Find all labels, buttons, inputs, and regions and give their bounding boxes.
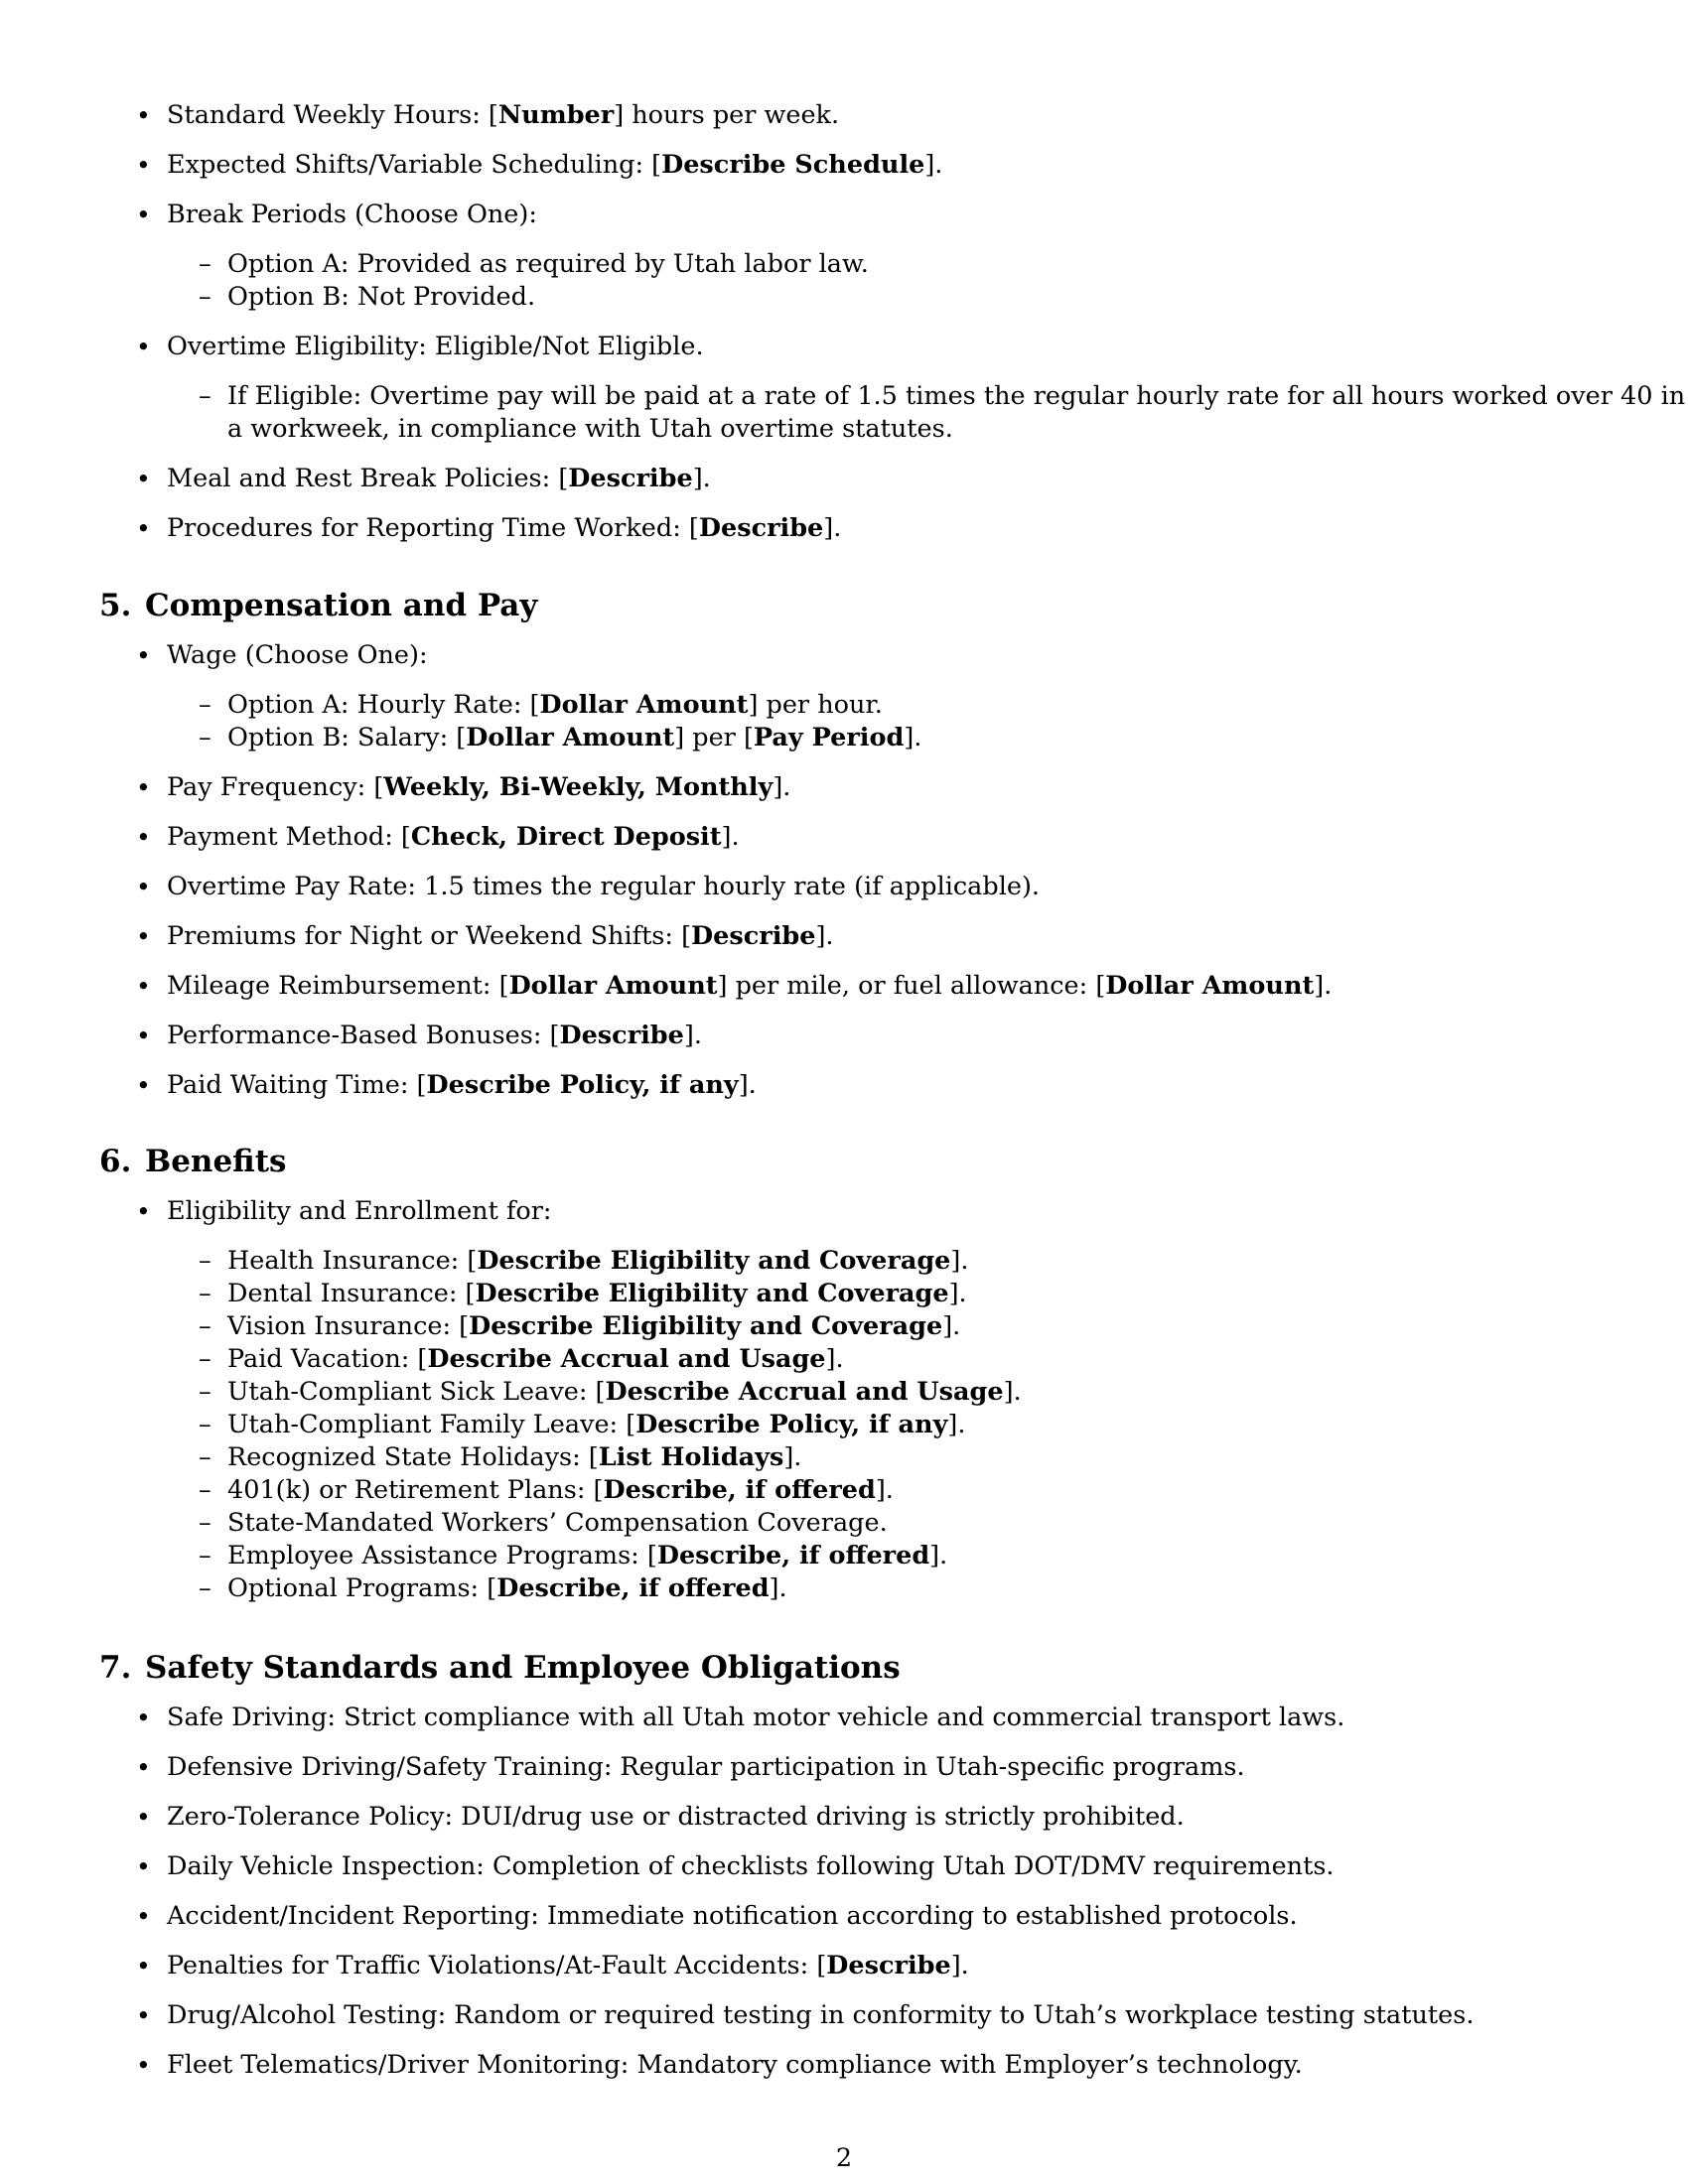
bullet: •: [136, 873, 151, 901]
list-item: Defensive Driving/Safety Training: Regular participation in Utah-specific programs.: [167, 1752, 1245, 1782]
list-item: Break Periods (Choose One):: [167, 200, 537, 229]
bullet: •: [136, 1852, 151, 1881]
list-item: Fleet Telematics/Driver Monitoring: Mandatory compliance with Employer’s technology.: [167, 2050, 1303, 2080]
bullet: •: [136, 2051, 151, 2080]
list-item: Safe Driving: Strict compliance with all Utah motor vehicle and commercial transport laws.: [167, 1703, 1345, 1732]
dash: –: [199, 1279, 211, 1308]
list-item: Performance-Based Bonuses: [Describe].: [167, 1021, 702, 1050]
list-item: Accident/Incident Reporting: Immediate notification according to established protocols.: [167, 1901, 1298, 1931]
list-item: Mileage Reimbursement: [Dollar Amount] per mile, or fuel allowance: [Dollar Amount].: [167, 971, 1333, 1001]
sub-list-item-continuation: a workweek, in compliance with Utah overtime statutes.: [227, 414, 953, 444]
list-item: Paid Waiting Time: [Describe Policy, if any].: [167, 1070, 757, 1100]
section-heading: 5. Compensation and Pay: [99, 588, 538, 623]
list-item: Pay Frequency: [Weekly, Bi-Weekly, Monthly].: [167, 772, 791, 802]
sub-list-item: Option B: Salary: [Dollar Amount] per [Pay Period].: [227, 723, 922, 752]
section-heading: 6. Benefits: [99, 1144, 287, 1179]
list-item: Premiums for Night or Weekend Shifts: [Describe].: [167, 921, 834, 951]
bullet: •: [136, 201, 151, 229]
dash: –: [199, 1508, 211, 1538]
list-item: Penalties for Traffic Violations/At-Fault Accidents: [Describe].: [167, 1951, 969, 1980]
bullet: •: [136, 1952, 151, 1980]
sub-list-item: Option A: Provided as required by Utah labor law.: [227, 249, 869, 279]
list-item: Standard Weekly Hours: [Number] hours per week.: [167, 100, 840, 130]
dash: –: [199, 1541, 211, 1570]
sub-list-item: Option A: Hourly Rate: [Dollar Amount] per hour.: [227, 690, 883, 720]
bullet: •: [136, 1753, 151, 1782]
dash: –: [199, 1377, 211, 1407]
sub-list-item: Utah-Compliant Family Leave: [Describe Policy, if any].: [227, 1410, 966, 1439]
dash: –: [199, 1410, 211, 1439]
dash: –: [199, 690, 211, 720]
list-item: Overtime Pay Rate: 1.5 times the regular hourly rate (if applicable).: [167, 872, 1041, 901]
bullet: •: [136, 641, 151, 670]
list-item: Overtime Eligibility: Eligible/Not Eligible.: [167, 332, 704, 361]
sub-list-item: Health Insurance: [Describe Eligibility and Coverage].: [227, 1246, 969, 1276]
sub-list-item: State-Mandated Workers’ Compensation Coverage.: [227, 1508, 888, 1538]
bullet: •: [136, 1197, 151, 1226]
bullet: •: [136, 773, 151, 802]
dash: –: [199, 1475, 211, 1505]
bullet: •: [136, 2001, 151, 2030]
bullet: •: [136, 151, 151, 180]
bullet: •: [136, 514, 151, 543]
sub-list-item: Paid Vacation: [Describe Accrual and Usage].: [227, 1344, 844, 1374]
dash: –: [199, 1311, 211, 1341]
dash: –: [199, 1442, 211, 1472]
sub-list-item: Employee Assistance Programs: [Describe, if offered].: [227, 1541, 948, 1570]
bullet: •: [136, 823, 151, 852]
list-item: Daily Vehicle Inspection: Completion of checklists following Utah DOT/DMV requirements.: [167, 1851, 1335, 1881]
bullet: •: [136, 1902, 151, 1931]
dash: –: [199, 282, 211, 312]
bullet: •: [136, 922, 151, 951]
sub-list-item: 401(k) or Retirement Plans: [Describe, if offered].: [227, 1475, 894, 1505]
sub-list-item: Recognized State Holidays: [List Holidays].: [227, 1442, 802, 1472]
bullet: •: [136, 1022, 151, 1050]
bullet: •: [136, 465, 151, 493]
sub-list-item: Vision Insurance: [Describe Eligibility and Coverage].: [227, 1311, 961, 1341]
bullet: •: [136, 1071, 151, 1100]
sub-list-item: If Eligible: Overtime pay will be paid at a rate of 1.5 times the regular hourly rate for all hours worked over 40 in: [227, 381, 1686, 411]
bullet: •: [136, 1803, 151, 1832]
bullet: •: [136, 101, 151, 130]
list-item: Payment Method: [Check, Direct Deposit].: [167, 822, 740, 852]
list-item: Procedures for Reporting Time Worked: [Describe].: [167, 513, 842, 543]
sub-list-item: Option B: Not Provided.: [227, 282, 536, 312]
list-item: Meal and Rest Break Policies: [Describe].: [167, 464, 711, 493]
list-item: Zero-Tolerance Policy: DUI/drug use or distracted driving is strictly prohibited.: [167, 1802, 1185, 1832]
page-number: 2: [835, 2143, 853, 2173]
section-heading: 7. Safety Standards and Employee Obligations: [99, 1650, 901, 1686]
bullet: •: [136, 1704, 151, 1732]
sub-list-item: Utah-Compliant Sick Leave: [Describe Accrual and Usage].: [227, 1377, 1022, 1407]
list-item: Drug/Alcohol Testing: Random or required testing in conformity to Utah’s workplace testing statutes.: [167, 2000, 1475, 2030]
list-item: Wage (Choose One):: [167, 640, 428, 670]
dash: –: [199, 1344, 211, 1374]
sub-list-item: Optional Programs: [Describe, if offered].: [227, 1573, 787, 1603]
dash: –: [199, 381, 211, 411]
dash: –: [199, 723, 211, 752]
sub-list-item: Dental Insurance: [Describe Eligibility and Coverage].: [227, 1279, 967, 1308]
dash: –: [199, 1573, 211, 1603]
dash: –: [199, 249, 211, 279]
bullet: •: [136, 333, 151, 361]
list-item: Expected Shifts/Variable Scheduling: [Describe Schedule].: [167, 150, 943, 180]
list-item: Eligibility and Enrollment for:: [167, 1196, 552, 1226]
dash: –: [199, 1246, 211, 1276]
bullet: •: [136, 972, 151, 1001]
